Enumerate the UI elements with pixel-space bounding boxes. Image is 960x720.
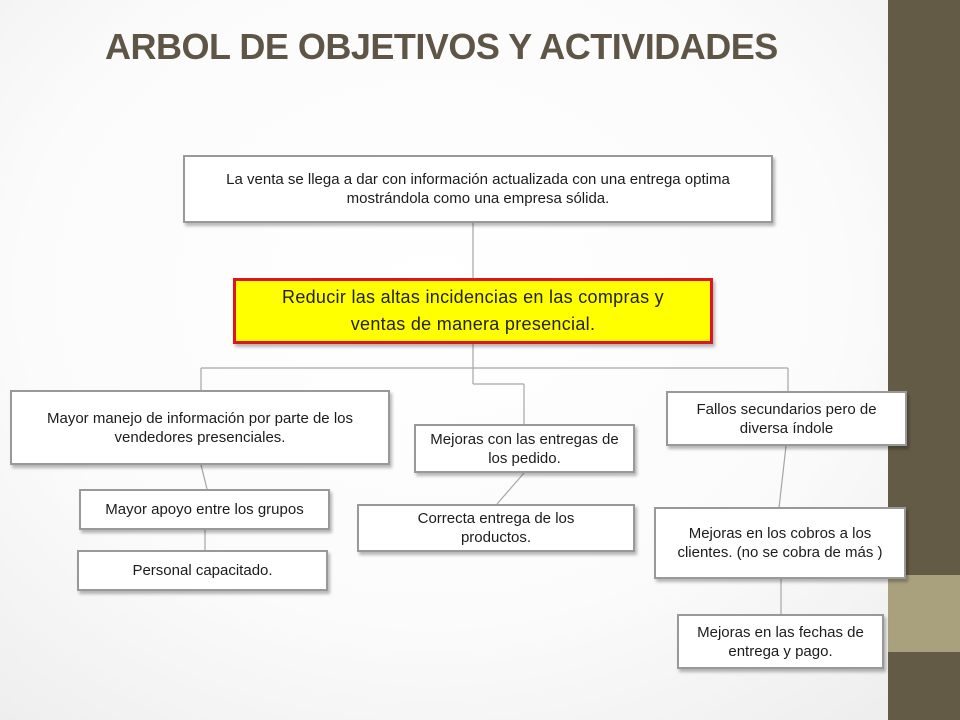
objective-box-2: Mejoras con las entregas de los pedido. <box>414 424 635 473</box>
activity-box-2-1: Correcta entrega de los productos. <box>357 504 635 552</box>
connector-left-act1 <box>201 465 207 489</box>
connector-mid-act1 <box>497 473 524 504</box>
goal-box: Reducir las altas incidencias en las compras y ventas de manera presencial. <box>233 278 713 344</box>
objective-box-3: Fallos secundarios pero de diversa índole <box>666 391 907 446</box>
activity-box-1-1: Mayor apoyo entre los grupos <box>79 489 330 530</box>
activity-box-3-2: Mejoras en las fechas de entrega y pago. <box>677 614 884 669</box>
objective-box-1: Mayor manejo de información por parte de los vendedores presenciales. <box>10 390 390 465</box>
end-box: La venta se llega a dar con información actualizada con una entrega optima mostrándola como una empresa sólida. <box>183 155 773 223</box>
activity-box-1-2: Personal capacitado. <box>77 550 328 591</box>
page-title: ARBOL DE OBJETIVOS Y ACTIVIDADES <box>105 26 778 67</box>
connector-right-act1 <box>779 446 786 508</box>
activity-box-3-1: Mejoras en los cobros a los clientes. (no se cobra de más ) <box>654 507 906 579</box>
